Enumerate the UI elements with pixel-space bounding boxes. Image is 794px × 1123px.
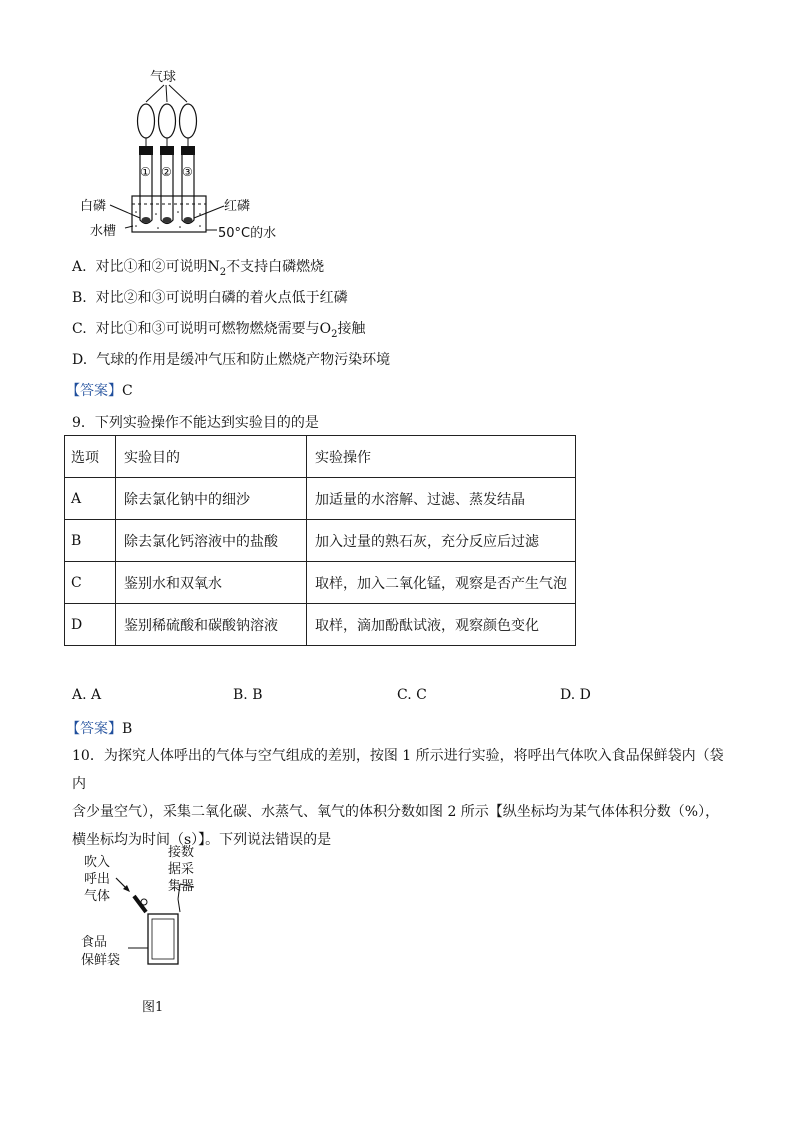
data-collector-label: 接数 据采 集器: [168, 845, 195, 894]
q10-stem-line-1: 10．为探究人体呼出的气体与空气组成的差别，按图 1 所示进行实验，将呼出气体吹入食品保鲜袋内（袋内: [72, 748, 724, 792]
balloon-label: 气球: [150, 70, 177, 85]
cell-option: B: [65, 520, 116, 562]
blow-label: 吹入 呼出 气体: [84, 855, 111, 904]
tube-label-3: ③: [182, 165, 193, 179]
q8-option-d: D. 气球的作用是缓冲气压和防止燃烧产物污染环境: [72, 352, 391, 368]
water-tank: [132, 196, 206, 232]
q9-choice-a: A. A: [72, 687, 102, 703]
cell-operation: 取样，加入二氧化锰，观察是否产生气泡: [307, 562, 576, 604]
breath-bag-figure: [78, 842, 228, 1022]
header-operation: 实验操作: [307, 436, 576, 478]
balloon-3: [180, 104, 197, 138]
table-header-row: [65, 436, 576, 478]
cell-option: C: [65, 562, 116, 604]
cell-purpose: 鉴别稀硫酸和碳酸钠溶液: [116, 604, 307, 646]
tube-label-1: ①: [140, 165, 151, 179]
cell-operation: 取样，滴加酚酞试液，观察颜色变化: [307, 604, 576, 646]
table-row: [65, 604, 576, 646]
q9-stem: 9．下列实验操作不能达到实验目的的是: [72, 415, 319, 431]
q8-option-b: B. 对比②和③可说明白磷的着火点低于红磷: [72, 290, 348, 306]
table-row: [65, 478, 576, 520]
q8-answer: 【答案】C: [66, 383, 133, 399]
white-phosphorus-2: [163, 217, 172, 223]
q9-choice-d: D. D: [560, 687, 591, 703]
food-bag-label: 食品 保鲜袋: [81, 935, 121, 968]
q8-option-c: C. 对比①和③可说明可燃物燃烧需要与$O_2$接触: [72, 321, 366, 340]
cell-option: D: [65, 604, 116, 646]
cell-operation: 加入过量的熟石灰，充分反应后过滤: [307, 520, 576, 562]
header-purpose: 实验目的: [116, 436, 307, 478]
cell-option: A: [65, 478, 116, 520]
q9-choice-c: C. C: [397, 687, 427, 703]
red-phosphorus-3: [184, 217, 193, 223]
table-row: [65, 562, 576, 604]
balloon-2: [159, 104, 176, 138]
combustion-apparatus-figure: [70, 60, 300, 245]
cell-operation: 加适量的水溶解、过滤、蒸发结晶: [307, 478, 576, 520]
q9-choice-b: B. B: [233, 687, 263, 703]
q10-stem-line-3: 横坐标均为时间（s）】。下列说法错误的是: [72, 832, 332, 848]
white-phosphorus-1: [142, 217, 151, 223]
header-option: 选项: [65, 436, 116, 478]
water-tank-label: 水槽: [90, 224, 117, 239]
figure-1-caption: 图1: [142, 1000, 164, 1015]
cell-purpose: 鉴别水和双氧水: [116, 562, 307, 604]
red-phosphorus-label: 红磷: [224, 199, 251, 214]
water-temperature-label: 50°C的水: [218, 226, 277, 241]
apparatus-drawing: [70, 60, 300, 245]
q10-stem-line-2: 含少量空气），采集二氧化碳、水蒸气、氧气的体积分数如图 2 所示【纵坐标均为某气体体积分数（%），: [72, 804, 720, 820]
q9-table: [64, 435, 576, 646]
q8-option-a: A. 对比①和②可说明$N_2$不支持白磷燃烧: [72, 259, 325, 278]
cell-purpose: 除去氯化钠中的细沙: [116, 478, 307, 520]
white-phosphorus-label: 白磷: [80, 199, 107, 214]
q9-answer: 【答案】B: [66, 721, 133, 737]
balloon-1: [138, 104, 155, 138]
table-row: [65, 520, 576, 562]
tube-label-2: ②: [161, 165, 172, 179]
cell-purpose: 除去氯化钙溶液中的盐酸: [116, 520, 307, 562]
food-bag: [148, 914, 178, 964]
q10-stem: [72, 742, 732, 854]
